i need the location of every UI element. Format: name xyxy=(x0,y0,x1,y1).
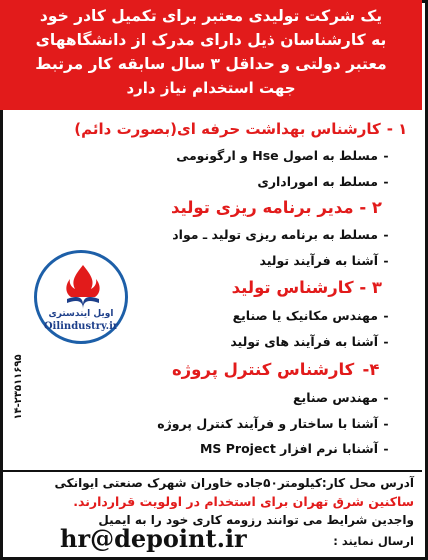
send-label: ارسال نمایند : xyxy=(333,534,414,548)
section-1-number: ۱ - xyxy=(386,120,408,138)
section-1-item-2: -مسلط به اموراداری xyxy=(257,174,389,189)
section-2-item-1: -مسلط به برنامه ریزی تولید ـ مواد xyxy=(172,227,389,242)
section-4-number: ۴- xyxy=(362,360,380,379)
section-2-item-2: -آشنا به فرآیند تولید xyxy=(259,253,389,268)
section-4-item-2: -آشنا با ساختار و فرآیند کنترل پروژه xyxy=(157,416,389,431)
section-1-label: کارشناس بهداشت حرفه ای(بصورت دائم) xyxy=(74,120,381,138)
section-2-title xyxy=(171,198,382,217)
section-4-title xyxy=(172,360,382,379)
side-phone-number: ۱۴-۲۳۵۱۱۶۹۵ xyxy=(13,354,24,420)
resume-instruction: واجدین شرایط می توانند رزومه کاری خود را به ایمیل xyxy=(98,513,414,527)
section-4-item-1: -مهندس صنایع xyxy=(292,390,389,405)
contact-email[interactable]: hr@depoint.ir xyxy=(60,524,247,553)
section-1-item-1: -مسلط به اصول Hse و ارگونومی xyxy=(176,148,389,163)
section-3-number: ۳ - xyxy=(359,278,382,297)
priority-note: ساکنین شرق تهران برای استخدام در اولویت قراردارند. xyxy=(73,494,414,509)
section-4-label: کارشناس کنترل پروژه xyxy=(171,360,355,379)
section-3-title xyxy=(232,278,382,297)
header-line-4: جهت استخدام نیاز دارد xyxy=(126,79,296,97)
ad-header xyxy=(0,0,422,110)
logo-persian-text: اویل ایندستری xyxy=(48,309,114,319)
logo-english-text: Oilindustry.ir xyxy=(43,321,119,332)
oilindustry-logo xyxy=(34,250,128,344)
section-2-label: مدیر برنامه ریزی تولید xyxy=(170,198,354,217)
header-line-2: به کارشناسان ذیل دارای مدرک از دانشگاههای xyxy=(35,31,387,49)
section-1-title xyxy=(74,120,408,138)
work-address: آدرس محل کار:کیلومتر۵۰جاده خاوران شهرک صنعتی ایوانکی xyxy=(54,476,414,490)
section-2-number: ۲ - xyxy=(359,198,382,217)
section-3-item-1: -مهندس مکانیک یا صنایع xyxy=(232,308,389,323)
flame-book-icon xyxy=(61,263,105,309)
header-line-3: معتبر دولتی و حداقل ۳ سال سابقه کار مرتبط xyxy=(35,55,387,73)
section-3-item-2: -آشنا به فرآیند های تولید xyxy=(230,334,389,349)
section-3-label: کارشناس تولید xyxy=(231,278,354,297)
header-line-1: یک شرکت تولیدی معتبر برای تکمیل کادر خود xyxy=(39,7,383,25)
section-4-item-3: -آشنابا نرم افزار MS Project xyxy=(199,441,389,456)
